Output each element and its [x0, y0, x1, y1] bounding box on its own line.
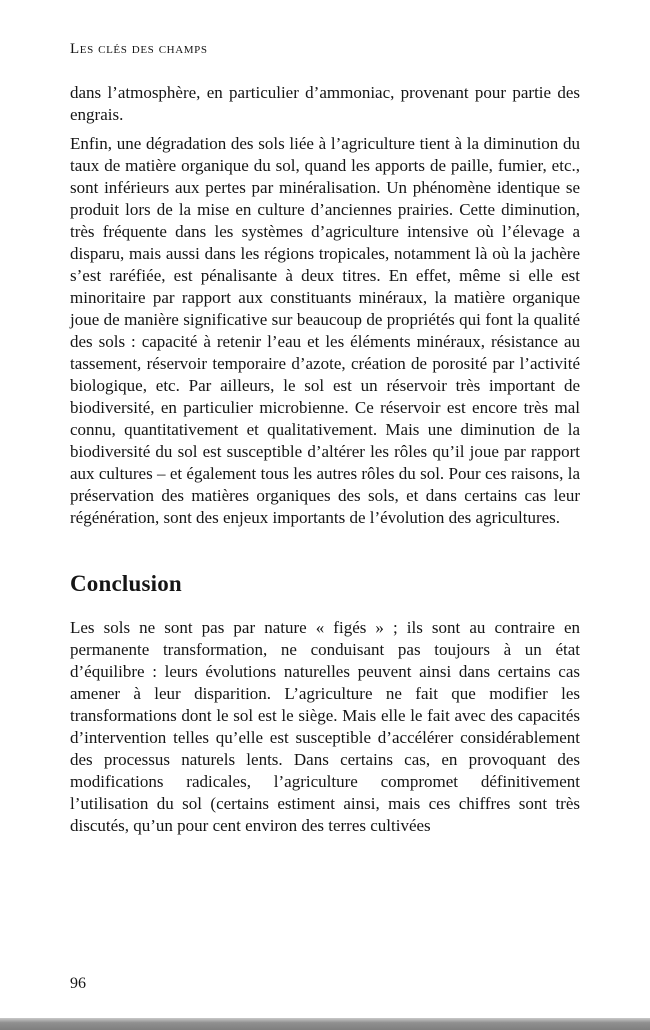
paragraph-soil-degradation: Enfin, une dégradation des sols liée à l’agriculture tient à la diminution du taux de matière organique du sol, quand les apports de paille, fumier, etc., sont inférieurs aux pertes par minéralisation. Un phénomène identique se produit lors de la mise en culture d’anciennes prairies. Cette diminution, très fréquente dans les systèmes d’agriculture intensive où l’élevage a disparu, mais aussi dans les régions tropicales, notamment là où la jachère s’est raréfiée, est pénalisante à deux titres. En effet, même si elle est minoritaire par rapport aux constituants minéraux, la matière organique joue de manière significative sur beaucoup de propriétés qui font la qualité des sols : capacité à retenir l’eau et les éléments minéraux, résistance au tassement, réservoir temporaire d’azote, création de porosité par l’activité biologique, etc. Par ailleurs, le sol est un réservoir très important de biodiversité, en particulier microbienne. Ce réservoir est encore très mal connu, quantitativement et qualitativement. Mais une diminution de la biodiversité du sol est susceptible d’altérer les rôles qu’il joue par rapport aux cultures – et également tous les autres rôles du sol. Pour ces raisons, la préservation des matières organiques des sols, et dans certains cas leur régénération, sont des enjeux importants de l’évolution des agricultures.: [70, 134, 580, 527]
running-header: Les clés des champs: [70, 41, 208, 57]
book-page: [70, 0, 580, 844]
conclusion-heading: Conclusion: [70, 571, 182, 596]
paragraph-conclusion: Les sols ne sont pas par nature « figés » ; ils sont au contraire en permanente transformation, ne conduisant pas toujours à un état d’équilibre : leurs évolutions naturelles peuvent ainsi dans certains cas amener à leur disparition. L’agriculture ne fait que modifier les transformations dont le sol est le siège. Mais elle le fait avec des capacités d’intervention telles qu’elle est susceptible d’accélérer considérablement des processus naturels lents. Dans certains cas, en provoquant des modifications radicales, l’agriculture compromet définitivement l’utilisation du sol (certains estiment ainsi, mais ces chiffres sont très discutés, qu’un pour cent environ des terres cultivées: [70, 618, 580, 835]
paragraph-intro-continuation: dans l’atmosphère, en particulier d’ammoniac, provenant pour partie des engrais.: [70, 83, 580, 124]
page-scan-edge: [0, 1018, 650, 1030]
body-text: [70, 82, 580, 837]
page-number: 96: [70, 975, 86, 992]
